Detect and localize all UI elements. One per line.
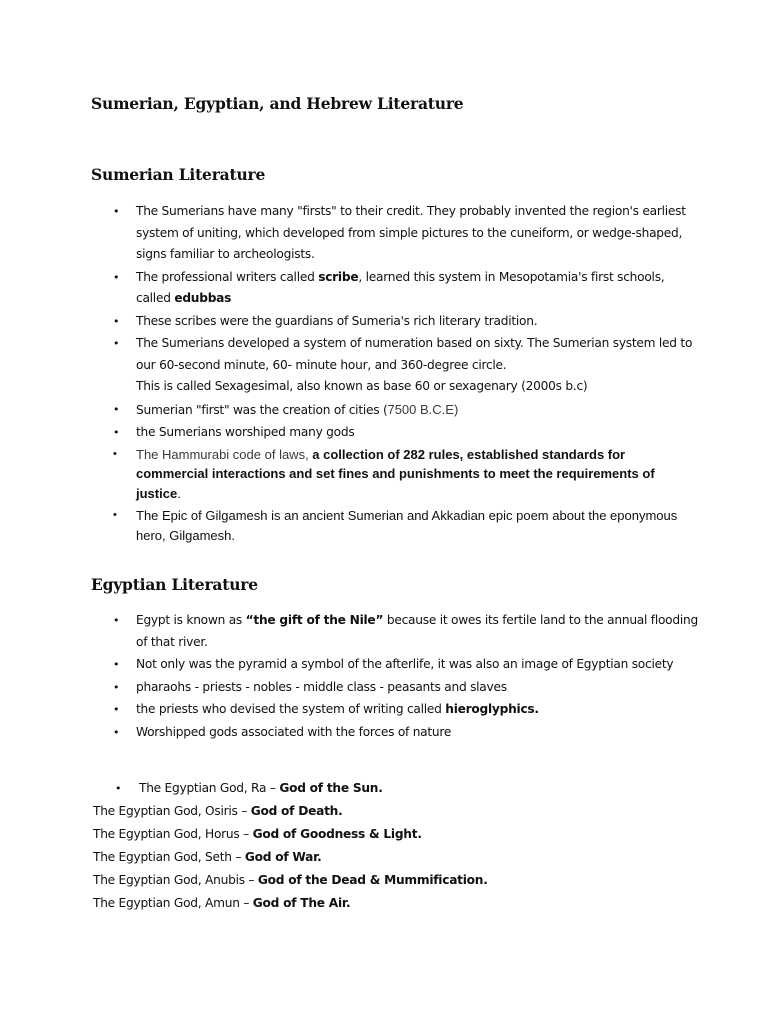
list-item — [0, 677, 768, 699]
list-item — [0, 333, 768, 398]
list-item-bold-text: a collection of 282 rules, established standards for commercial interactions and set fines and punishments to meet the requirements of justice — [136, 446, 655, 501]
bullet-icon: • — [113, 703, 120, 716]
god-line-anubis — [93, 873, 488, 887]
list-item — [0, 699, 768, 721]
list-item-date-text: 7500 B.C.E) — [387, 401, 459, 417]
bullet-icon: • — [113, 314, 120, 328]
list-item — [0, 722, 768, 744]
list-item-text: This is called Sexagesimal, also known as base 60 or sexagenary (2000s b.c) — [136, 379, 588, 393]
list-item-text: The Sumerians developed a system of numeration based on sixty. The Sumerian system led to our 60-second minute, 60- minute hour, and 360-degree circle. — [136, 336, 693, 372]
god-line-seth — [93, 850, 322, 864]
list-item-text: The Sumerians have many "firsts" to their credit. They probably invented the region's earliest system of uniting, which developed from simple pictures to the cuneiform, or wedge-shaped, signs familiar to archeologists. — [136, 204, 686, 261]
bullet-icon: • — [113, 337, 120, 350]
list-item — [0, 399, 768, 422]
bullet-icon: • — [113, 426, 120, 439]
god-line-text: The Egyptian God, Anubis – — [93, 873, 258, 887]
god-line-osiris — [93, 804, 342, 818]
list-item — [0, 506, 768, 545]
bullet-icon: • — [113, 725, 120, 739]
bullet-icon: • — [113, 680, 120, 694]
god-line-amun — [93, 896, 350, 910]
god-line-bold-text: God of the Dead & Mummification. — [257, 873, 488, 887]
god-line-bold-text: God of The Air. — [252, 896, 351, 910]
list-item — [0, 654, 768, 676]
bullet-icon: • — [113, 658, 120, 671]
god-line-horus — [93, 827, 422, 841]
list-item — [0, 267, 768, 310]
list-item-text: pharaohs - priests - nobles - middle class - peasants and slaves — [136, 679, 507, 694]
god-line-bold-text: God of the Sun. — [279, 781, 383, 795]
document-title: Sumerian, Egyptian, and Hebrew Literature — [91, 94, 464, 113]
list-item-text: The Hammurabi code of laws, — [136, 446, 313, 462]
list-item-text: Egypt is known as — [136, 613, 246, 627]
list-item-text: Not only was the pyramid a symbol of the afterlife, it was also an image of Egyptian society — [136, 657, 674, 671]
sumerian-bullet-list — [0, 201, 768, 548]
god-line-bold-text: God of Goodness & Light. — [252, 827, 422, 841]
list-item — [0, 311, 768, 333]
god-line-text: The Egyptian God, Amun – — [93, 896, 253, 910]
list-item-bold-text: “the gift of the Nile” — [245, 613, 384, 627]
god-line-text: The Egyptian God, Ra – — [139, 781, 280, 795]
god-line-bold-text: God of War. — [244, 850, 322, 864]
list-item-bold-text: hieroglyphics. — [445, 702, 539, 716]
list-item-text: These scribes were the guardians of Sumeria's rich literary tradition. — [136, 313, 538, 328]
list-item — [0, 445, 768, 504]
bullet-icon: • — [113, 447, 117, 460]
section-heading-egyptian: Egyptian Literature — [91, 575, 258, 594]
list-item-text: . — [177, 485, 181, 501]
list-item-text: the priests who devised the system of writing called — [136, 702, 446, 716]
bullet-icon: • — [113, 205, 120, 218]
list-item — [0, 422, 768, 444]
god-line-ra — [115, 781, 383, 795]
list-item — [0, 201, 768, 266]
list-item-text: Sumerian "first" was the creation of cities ( — [136, 402, 388, 417]
god-line-text: The Egyptian God, Seth – — [93, 850, 245, 864]
list-item-text: The professional writers called — [136, 269, 319, 284]
bullet-icon: • — [115, 782, 122, 795]
bullet-icon: • — [113, 270, 120, 284]
list-item-text: , learned this system in Mesopotamia's first schools, called — [136, 269, 665, 305]
god-line-bold-text: God of Death. — [250, 804, 343, 818]
egyptian-bullet-list — [0, 610, 768, 744]
list-item-text: Worshipped gods associated with the forces of nature — [136, 724, 452, 739]
god-line-text: The Egyptian God, Osiris – — [93, 804, 251, 818]
list-item-text: The Epic of Gilgamesh is an ancient Sumerian and Akkadian epic poem about the eponymous hero, Gilgamesh. — [136, 508, 678, 543]
god-line-text: The Egyptian God, Horus – — [93, 827, 253, 841]
bullet-icon: • — [113, 509, 117, 521]
list-item-bold-text: scribe — [318, 269, 359, 284]
list-item-text: because it owes its fertile land to the annual flooding of that river. — [136, 613, 698, 649]
section-heading-sumerian: Sumerian Literature — [91, 165, 266, 184]
bullet-icon: • — [113, 614, 120, 627]
list-item-bold-text: edubbas — [174, 291, 232, 305]
list-item — [0, 610, 768, 653]
list-item-text: the Sumerians worshiped many gods — [136, 425, 355, 439]
bullet-icon: • — [113, 402, 120, 416]
